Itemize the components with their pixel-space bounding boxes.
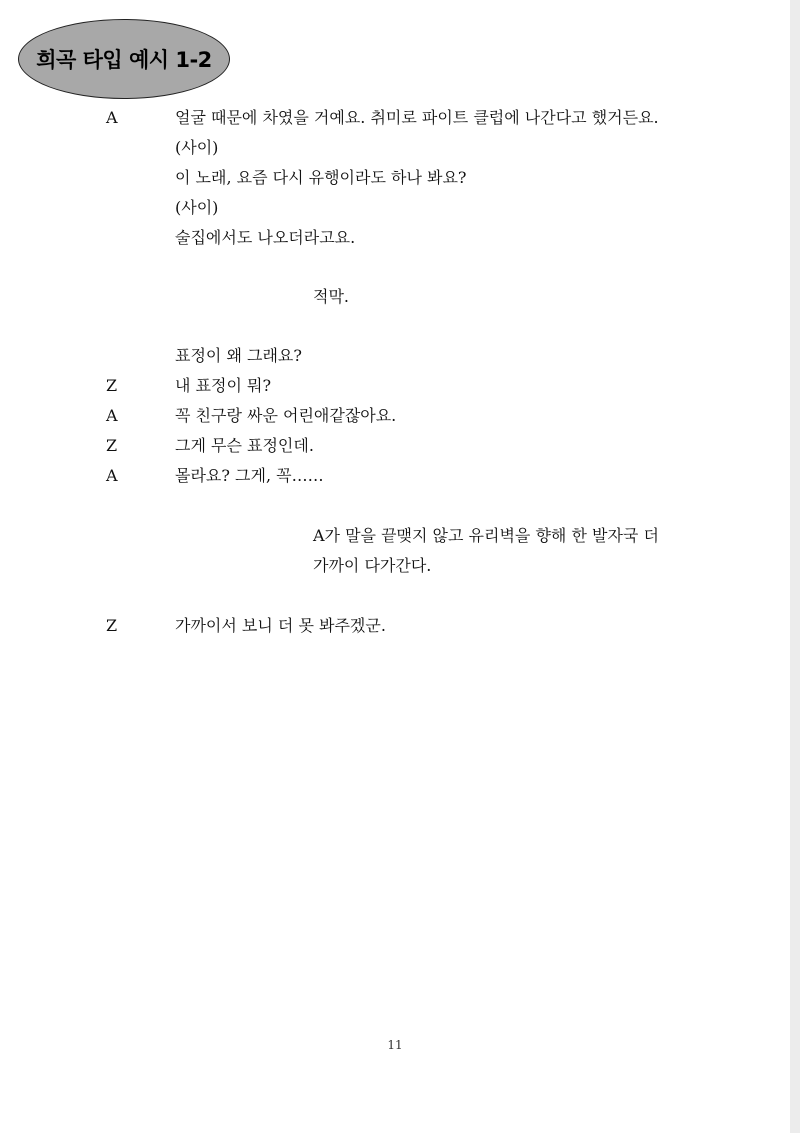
stage-direction: 가까이 다가간다. xyxy=(313,556,432,575)
stage-direction: 적막. xyxy=(313,287,349,306)
direction-line: (사이) xyxy=(175,138,219,157)
dialogue-line: 그게 무슨 표정인데. xyxy=(175,436,314,455)
page-edge xyxy=(790,0,800,1133)
dialogue-line: 꼭 친구랑 싸운 어린애같잖아요. xyxy=(175,406,397,425)
speaker-label: A xyxy=(106,108,118,127)
speaker-label: Z xyxy=(106,616,118,635)
speaker-label: Z xyxy=(106,376,118,395)
page-title: 희곡 타입 예시 1-2 xyxy=(36,48,212,72)
speaker-label: A xyxy=(106,406,118,425)
dialogue-line: 얼굴 때문에 차였을 거예요. 취미로 파이트 클럽에 나간다고 했거든요. xyxy=(175,108,659,127)
dialogue-line: 술집에서도 나오더라고요. xyxy=(175,228,356,247)
stage-direction: A가 말을 끝맺지 않고 유리벽을 향해 한 발자국 더 xyxy=(313,526,659,545)
dialogue-line: 몰라요? 그게, 꼭…… xyxy=(175,466,324,485)
dialogue-line: 가까이서 보니 더 못 봐주겠군. xyxy=(175,616,386,635)
speaker-label: Z xyxy=(106,436,118,455)
page-number: 11 xyxy=(387,1038,403,1052)
dialogue-line: 이 노래, 요즘 다시 유행이라도 하나 봐요? xyxy=(175,168,467,187)
speaker-label: A xyxy=(106,466,118,485)
title-badge xyxy=(18,19,230,99)
dialogue-line: 표정이 왜 그래요? xyxy=(175,346,302,365)
direction-line: (사이) xyxy=(175,198,219,217)
dialogue-line: 내 표정이 뭐? xyxy=(175,376,272,395)
